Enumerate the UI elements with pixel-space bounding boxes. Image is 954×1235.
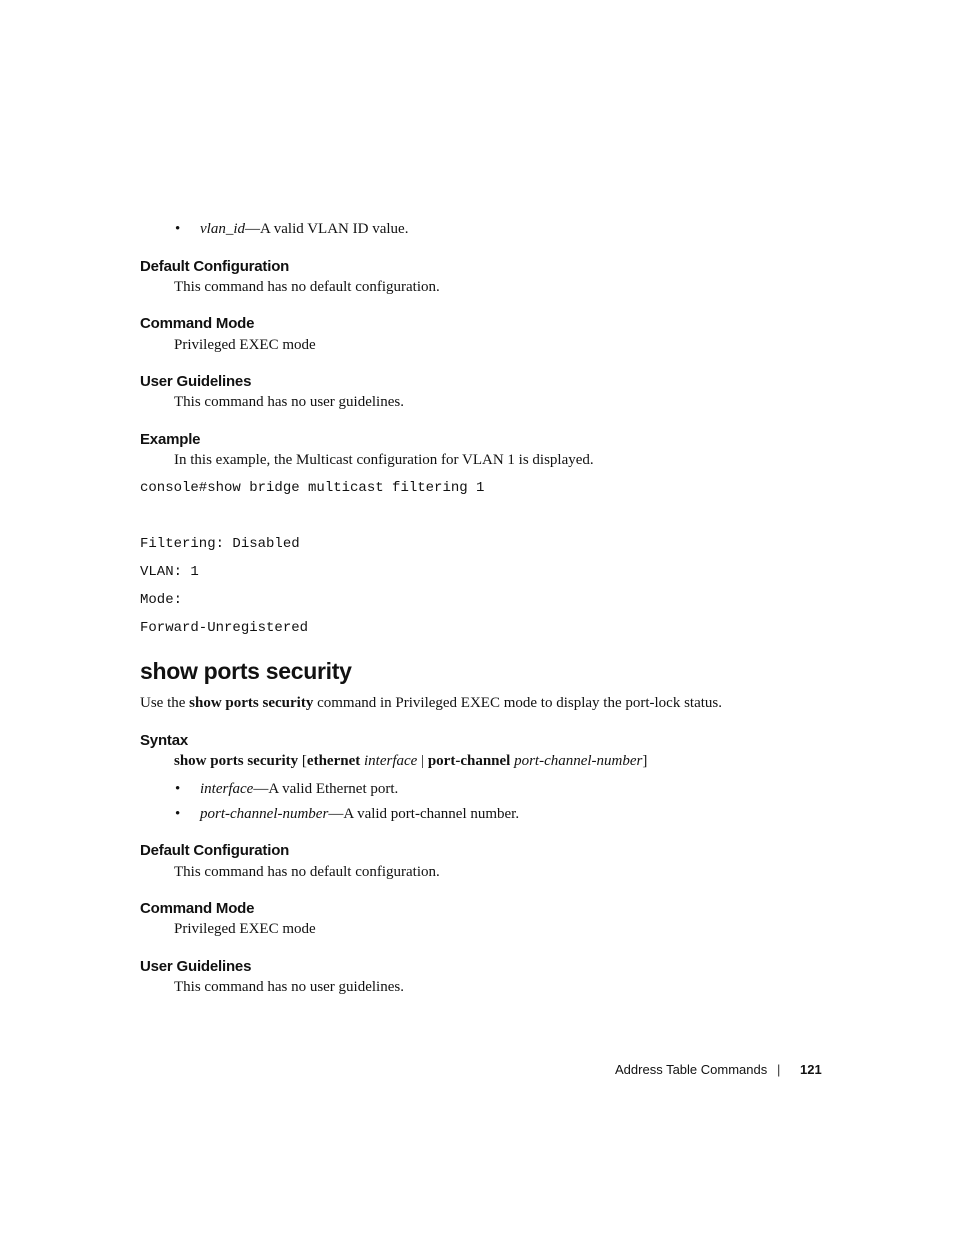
example-text: In this example, the Multicast configuration for VLAN 1 is displayed.: [174, 452, 594, 468]
code-line: Forward-Unregistered: [140, 620, 309, 636]
bullet-desc: —A valid port-channel number.: [328, 806, 520, 822]
syntax-open-bracket: [: [298, 753, 307, 769]
bullet-desc: —A valid Ethernet port.: [253, 781, 399, 797]
default-config-heading: Default Configuration: [140, 258, 290, 275]
default-config-heading: Default Configuration: [140, 842, 290, 859]
intro-paragraph: [140, 694, 722, 712]
intro-prefix: Use the: [140, 695, 190, 711]
bullet-term: port-channel-number: [200, 806, 329, 822]
interface-bullet: [200, 780, 398, 798]
syntax-close-bracket: ]: [642, 753, 648, 769]
user-guidelines-text: This command has no user guidelines.: [174, 394, 404, 410]
vlan-id-bullet: [200, 220, 408, 238]
port-channel-bullet: [200, 805, 519, 823]
default-config-text: This command has no default configuration.: [174, 279, 440, 295]
default-config-text: This command has no default configuration.: [174, 864, 440, 880]
intro-suffix: command in Privileged EXEC mode to display the port-lock status.: [313, 695, 723, 711]
bullet-term: vlan_id: [200, 221, 245, 237]
code-line: VLAN: 1: [140, 564, 199, 580]
bullet-marker: •: [175, 221, 181, 237]
user-guidelines-heading: User Guidelines: [140, 958, 252, 975]
syntax-arg-interface: interface: [363, 753, 418, 769]
command-mode-text: Privileged EXEC mode: [174, 337, 316, 353]
bullet-desc: —A valid VLAN ID value.: [245, 221, 409, 237]
bullet-marker: •: [175, 781, 181, 797]
bullet-marker: •: [175, 806, 181, 822]
syntax-keyword-ethernet: ethernet: [306, 753, 361, 769]
syntax-separator: |: [417, 753, 428, 769]
example-heading: Example: [140, 431, 201, 448]
footer-separator: |: [777, 1062, 781, 1077]
command-mode-heading: Command Mode: [140, 315, 255, 332]
command-mode-heading: Command Mode: [140, 900, 255, 917]
user-guidelines-heading: User Guidelines: [140, 373, 252, 390]
command-mode-text: Privileged EXEC mode: [174, 921, 316, 937]
syntax-line: [174, 752, 647, 770]
user-guidelines-text: This command has no user guidelines.: [174, 979, 404, 995]
syntax-arg-port-channel-number: port-channel-number: [514, 753, 643, 769]
intro-command: show ports security: [189, 695, 314, 711]
syntax-command: show ports security: [174, 753, 299, 769]
code-line: console#show bridge multicast filtering 1: [140, 480, 485, 496]
syntax-heading: Syntax: [140, 732, 188, 749]
section-title: show ports security: [140, 658, 352, 684]
footer-chapter-title: Address Table Commands: [615, 1062, 768, 1077]
syntax-keyword-port-channel: port-channel: [427, 753, 511, 769]
bullet-term: interface: [200, 781, 254, 797]
page-number: 121: [800, 1062, 822, 1077]
code-line: Filtering: Disabled: [140, 536, 300, 552]
code-line: Mode:: [140, 592, 183, 608]
